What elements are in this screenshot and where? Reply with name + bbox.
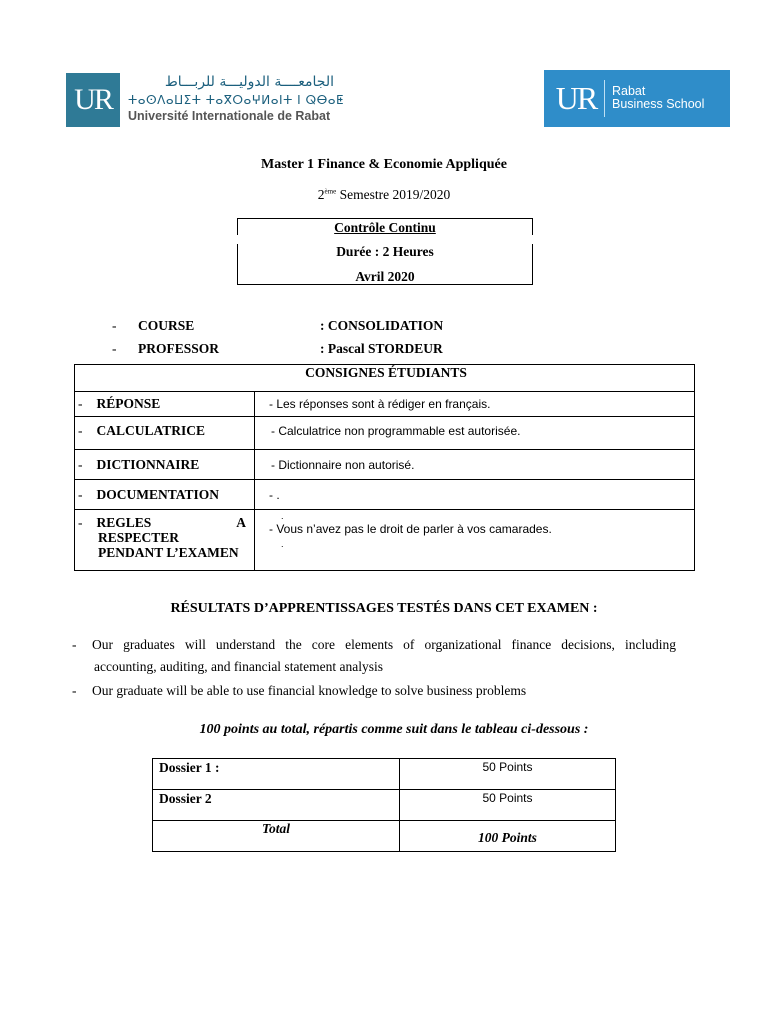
regles-label-a: REGLES [96, 515, 152, 530]
outcome-1-line1: Our graduates will understand the core elements of organizational finance decisions, including [92, 637, 676, 652]
documentation-label: DOCUMENTATION [96, 486, 220, 502]
semester-rest: Semestre 2019/2020 [336, 187, 451, 202]
semester-number: 2 [317, 187, 325, 202]
rbs-name [612, 85, 704, 111]
course-label: COURSE [138, 318, 195, 333]
outcome-2-line1: Our graduate will be able to use financial knowledge to solve business problems [92, 683, 527, 698]
rbs-divider [604, 80, 605, 117]
row-dash: - [78, 515, 83, 530]
row-label-cell [75, 450, 255, 480]
professor-dash: - [112, 341, 117, 356]
table-row [75, 392, 695, 417]
row-label-cell [75, 480, 255, 510]
dossier-1-label: Dossier 1 : [153, 759, 400, 790]
dossier-2-label: Dossier 2 [153, 790, 400, 821]
uir-monogram: UR [66, 73, 120, 127]
row-dash: - [78, 456, 83, 472]
consignes-header-row [75, 365, 695, 392]
semester [0, 187, 768, 203]
uir-logo [66, 73, 344, 127]
professor-label: PROFESSOR [138, 341, 220, 356]
row-dash: - [78, 396, 83, 411]
exam-duration: Durée : 2 Heures [336, 244, 434, 259]
uir-arabic-name: الجامعــــة الدوليـــة للربـــاط [164, 74, 334, 90]
reponse-label: RÉPONSE [96, 396, 161, 411]
row-label-cell [75, 417, 255, 450]
regles-value-cell [255, 510, 695, 571]
regles-label-d: PENDANT L’EXAMEN [98, 545, 239, 560]
uir-tifinagh-name: ⵜⴰⵙⴷⴰⵡⵉⵜ ⵜⴰⴳⵔⴰⵖⵍⴰⵏⵜ ⵏ ⵕⴱⴰⵟ [128, 93, 344, 107]
table-row [75, 417, 695, 450]
row-label-cell [75, 510, 255, 571]
regles-dot-bottom: . [281, 539, 284, 549]
rbs-monogram: UR [555, 80, 597, 116]
regles-label-line1 [78, 515, 254, 530]
table-row [75, 450, 695, 480]
dossier-2-points: 50 Points [400, 790, 616, 821]
consignes-title: CONSIGNES ÉTUDIANTS [75, 365, 695, 392]
calculatrice-label: CALCULATRICE [96, 423, 206, 438]
exam-date: Avril 2020 [355, 269, 415, 284]
uir-latin-name: Université Internationale de Rabat [128, 109, 331, 123]
exam-type: Contrôle Continu [334, 220, 436, 235]
row-label-cell [75, 392, 255, 417]
table-row [75, 480, 695, 510]
row-dash: - [78, 486, 83, 502]
dictionnaire-value: - Dictionnaire non autorisé. [255, 450, 695, 480]
rbs-name-line2: Business School [612, 97, 705, 111]
exam-info-box [237, 218, 533, 285]
rbs-name-line1: Rabat [612, 84, 646, 98]
course-value: : CONSOLIDATION [320, 318, 444, 333]
rbs-logo [544, 70, 730, 127]
regles-dot-top: . [281, 511, 284, 521]
course-dash: - [112, 318, 117, 333]
regles-value: - Vous n’avez pas le droit de parler à vos camarades. [269, 522, 552, 536]
outcome-dash: - [72, 683, 77, 698]
regles-label-c: RESPECTER [98, 530, 180, 545]
outcome-dash: - [72, 637, 77, 652]
points-title: 100 points au total, répartis comme suit dans le tableau ci-dessous : [199, 722, 589, 737]
dictionnaire-label: DICTIONNAIRE [96, 456, 200, 472]
documentation-value: - . [255, 480, 695, 510]
table-row [153, 759, 616, 790]
program-title: Master 1 Finance & Economie Appliquée [261, 157, 507, 172]
exam-box-top-border [238, 218, 532, 219]
regles-label-b: A [236, 515, 246, 530]
outcomes-title: RÉSULTATS D’APPRENTISSAGES TESTÉS DANS CET EXAMEN : [170, 601, 598, 616]
outcome-1-line2: accounting, auditing, and financial statement analysis [94, 659, 384, 674]
table-row [153, 821, 616, 852]
reponse-value: - Les réponses sont à rédiger en français. [255, 392, 695, 417]
table-row [75, 510, 695, 571]
calculatrice-value: - Calculatrice non programmable est autorisée. [255, 417, 695, 450]
points-table [152, 758, 616, 852]
row-dash: - [78, 423, 83, 438]
consignes-table [74, 364, 695, 571]
table-row [153, 790, 616, 821]
semester-suffix: ème [324, 187, 337, 196]
total-label: Total [153, 821, 400, 852]
dossier-1-points: 50 Points [400, 759, 616, 790]
professor-value: : Pascal STORDEUR [320, 341, 443, 356]
total-points: 100 Points [400, 821, 616, 852]
